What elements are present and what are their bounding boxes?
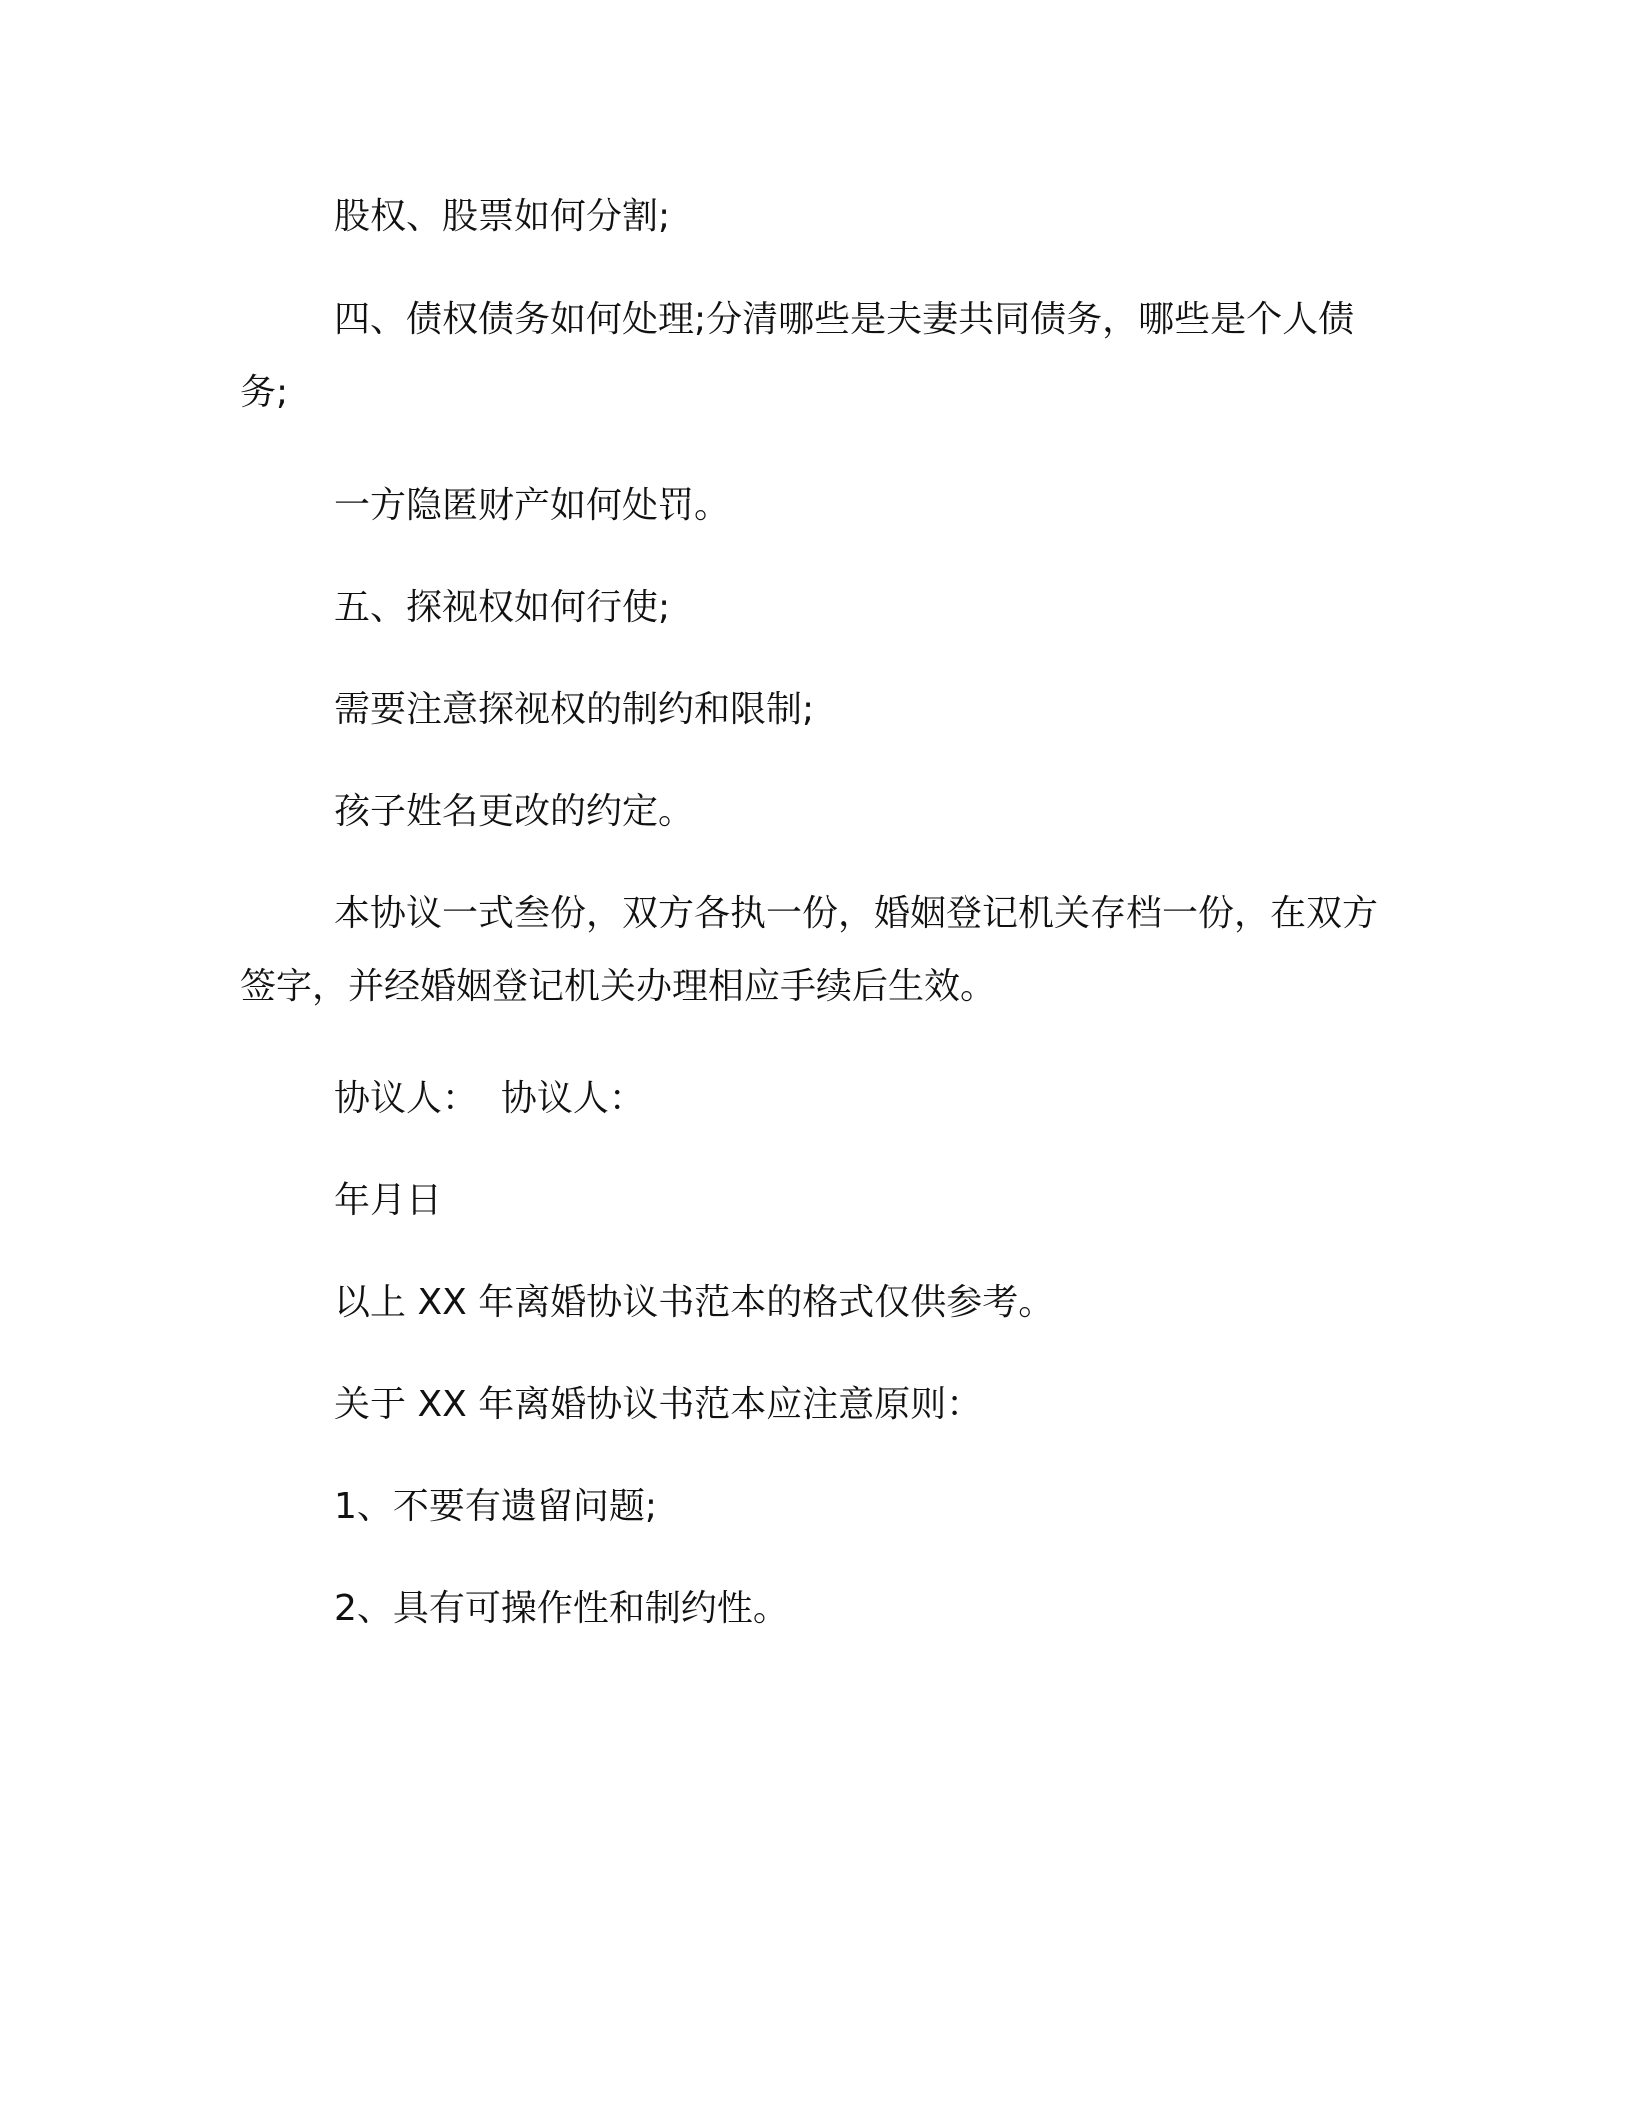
paragraph-visitation-rights: 五、探视权如何行使; xyxy=(334,587,671,628)
paragraph-reference-note: 以上 XX 年离婚协议书范本的格式仅供参考。 xyxy=(334,1282,1055,1323)
paragraph-agreement-copies: 本协议一式叁份，双方各执一份，婚姻登记机关存档一份，在双方签字，并经婚姻登记机关办理相应手续后生效。 xyxy=(240,893,1379,1007)
principle-item-1: 1、不要有遗留问题; xyxy=(334,1486,658,1527)
paragraph-equity-division: 股权、股票如何分割; xyxy=(334,196,671,237)
paragraph-visitation-limits: 需要注意探视权的制约和限制; xyxy=(334,689,815,730)
principle-item-2: 2、具有可操作性和制约性。 xyxy=(334,1588,789,1629)
paragraph-hidden-assets: 一方隐匿财产如何处罚。 xyxy=(334,485,731,526)
date-line: 年月日 xyxy=(334,1180,443,1221)
paragraph-principles-heading: 关于 XX 年离婚协议书范本应注意原则： xyxy=(334,1384,983,1425)
paragraph-child-name-change: 孩子姓名更改的约定。 xyxy=(334,791,695,832)
paragraph-debts-handling: 四、债权债务如何处理;分清哪些是夫妻共同债务，哪些是个人债务; xyxy=(240,299,1355,413)
signature-line: 协议人： 协议人： xyxy=(334,1078,645,1119)
